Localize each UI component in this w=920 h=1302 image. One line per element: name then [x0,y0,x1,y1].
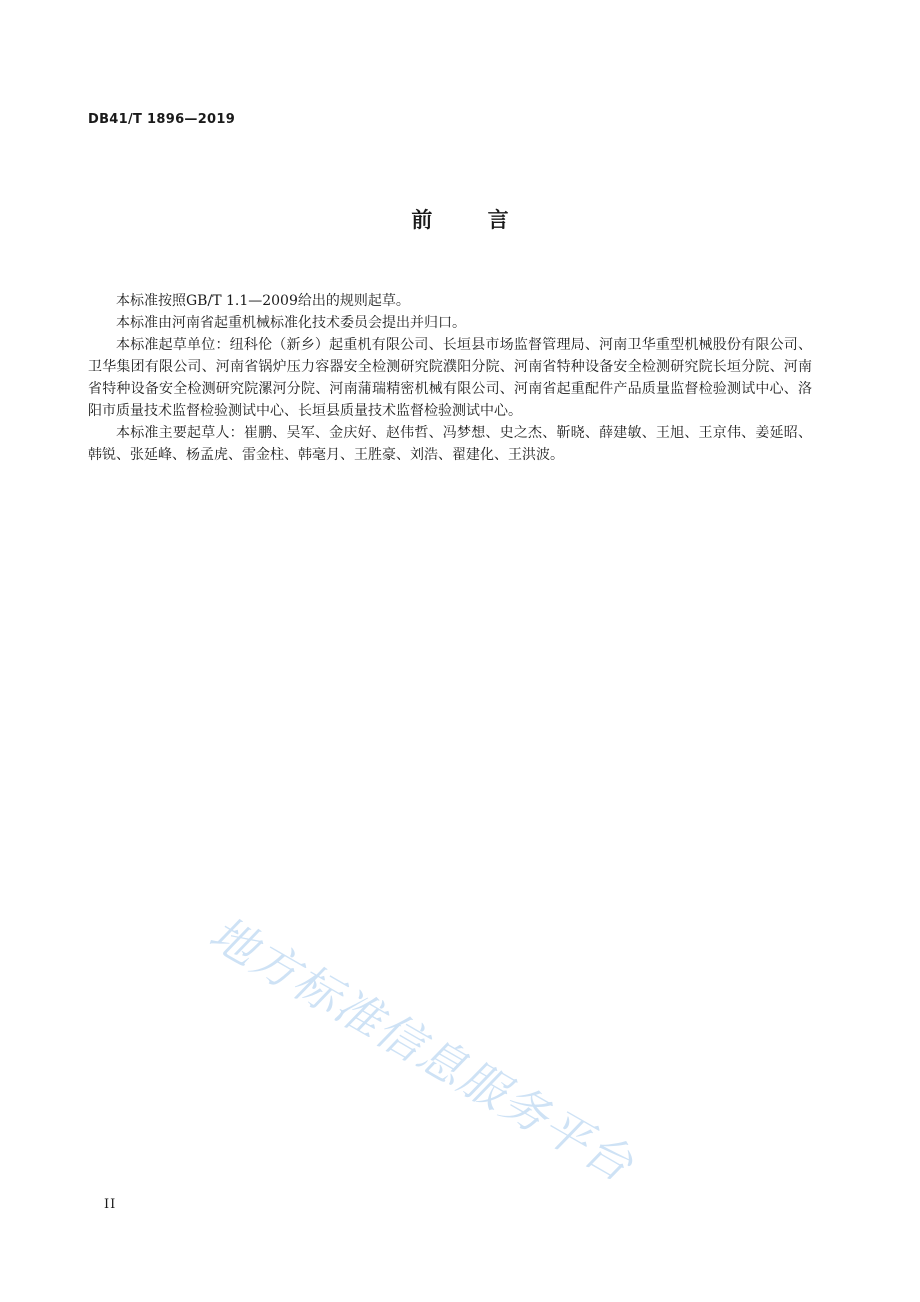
paragraph-drafting-units: 本标准起草单位：纽科伦（新乡）起重机有限公司、长垣县市场监督管理局、河南卫华重型机械股份有限公司、卫华集团有限公司、河南省锅炉压力容器安全检测研究院濮阳分院、河南省特种设备安全检测研究院长垣分院、河南省特种设备安全检测研究院漯河分院、河南蒲瑞精密机械有限公司、河南省起重配件产品质量监督检验测试中心、洛阳市质量技术监督检验测试中心、长垣县质量技术监督检验测试中心。 [88,337,812,419]
page-title: 前 言 [411,208,533,232]
paragraph-proposer: 本标准由河南省起重机械标准化技术委员会提出并归口。 [116,315,466,331]
document-code: DB41/T 1896—2019 [88,112,236,127]
page-number: II [104,1197,117,1212]
watermark: 地方标准信息服务平台 [200,905,644,1193]
foreword-body [88,290,812,466]
paragraph-drafters: 本标准主要起草人：崔鹏、吴军、金庆好、赵伟哲、冯梦想、史之杰、靳晓、薛建敏、王旭、王京伟、姜延昭、韩锐、张延峰、杨孟虎、雷金柱、韩毫月、王胜豪、刘浩、翟建化、王洪波。 [88,425,812,463]
paragraph-drafting-rules: 本标准按照GB/T 1.1—2009给出的规则起草。 [116,293,410,309]
